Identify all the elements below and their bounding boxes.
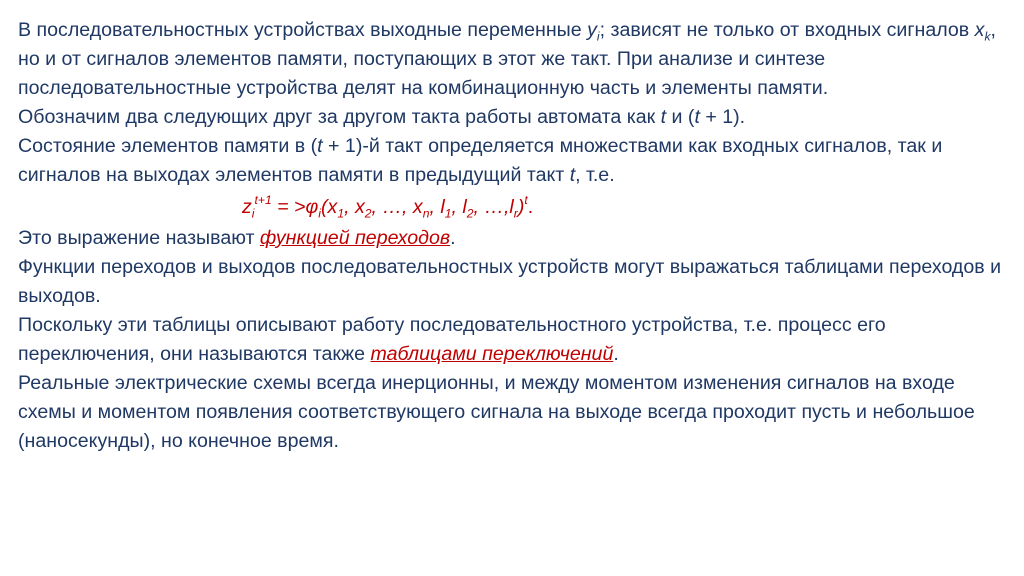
- formula-part: ): [517, 196, 525, 218]
- text: В последовательностных устройствах выходные переменные: [18, 19, 588, 41]
- term-transition-function: функцией переходов: [259, 227, 451, 249]
- var-y: y: [587, 19, 597, 41]
- formula-part: , …, x: [371, 196, 423, 218]
- formula-part: = >φ: [271, 196, 319, 218]
- text: .: [613, 343, 619, 365]
- paragraph-memory-state: [18, 132, 1018, 190]
- text: Состояние элементов памяти в (: [18, 135, 318, 157]
- var-t: t: [317, 135, 323, 157]
- formula-part: r: [513, 206, 518, 221]
- formula-part: , …,l: [473, 196, 514, 218]
- paragraph-transition-function: [18, 224, 1018, 253]
- paragraph-sequential-devices: [18, 16, 1018, 103]
- var-t: t: [569, 164, 576, 186]
- formula-part: 1: [337, 206, 345, 221]
- text: Обозначим два следующих друг за другом такта работы автомата как: [18, 106, 661, 128]
- text: , но и от сигналов элементов памяти, поступающих в этот же такт. При анализе и синтезе последовательностные устройства делят на комбинационную часть и элементы памяти.: [18, 19, 996, 99]
- paragraph-switching-tables: [18, 311, 1018, 369]
- formula-part: 1: [444, 206, 452, 221]
- transition-formula: [18, 190, 1018, 224]
- formula-part: n: [422, 206, 430, 221]
- formula-part: , l: [429, 196, 445, 218]
- var-t: t: [694, 106, 700, 128]
- text: ; зависят не только от входных сигналов: [599, 19, 975, 41]
- formula-part: t+1: [254, 192, 272, 207]
- text: , т.е.: [575, 164, 615, 186]
- text: Это выражение называют: [18, 227, 260, 249]
- formula-part: i: [318, 206, 321, 221]
- var-x: x: [974, 19, 985, 41]
- formula-part: t: [524, 192, 528, 207]
- subscript-k: k: [984, 29, 991, 44]
- formula-part: , x: [344, 196, 365, 218]
- paragraph-clock-cycles: [18, 103, 1018, 132]
- slide-body: [18, 16, 1018, 456]
- text: и (: [666, 106, 695, 128]
- formula-part: i: [251, 206, 255, 221]
- text: .: [450, 227, 456, 249]
- formula-part: z: [242, 196, 252, 218]
- subscript-i: i: [596, 29, 600, 44]
- paragraph-inertia: Реальные электрические схемы всегда инерционны, и между моментом изменения сигналов на входе схемы и моментом появления соответствующего сигнала на выходе всегда проходит пусть и небольшое (наносекунды), но конечное время.: [18, 372, 975, 452]
- formula-part: .: [527, 196, 534, 218]
- var-t: t: [660, 106, 667, 128]
- text: + 1).: [699, 106, 746, 128]
- text: + 1)-й такт определяется множествами как входных сигналов, так и сигналов на выходах элементов памяти в предыдущий такт: [18, 135, 943, 186]
- formula-part: 2: [364, 206, 372, 221]
- paragraph-tables: Функции переходов и выходов последовательностных устройств могут выражаться таблицами переходов и выходов.: [18, 256, 1002, 307]
- text: Поскольку эти таблицы описывают работу последовательностного устройства, т.е. процесс его переключения, они называются также: [18, 314, 886, 365]
- formula-part: , l: [451, 196, 467, 218]
- formula-part: (x: [320, 196, 338, 218]
- formula-part: 2: [466, 206, 474, 221]
- term-switching-tables: таблицами переключений: [370, 343, 614, 365]
